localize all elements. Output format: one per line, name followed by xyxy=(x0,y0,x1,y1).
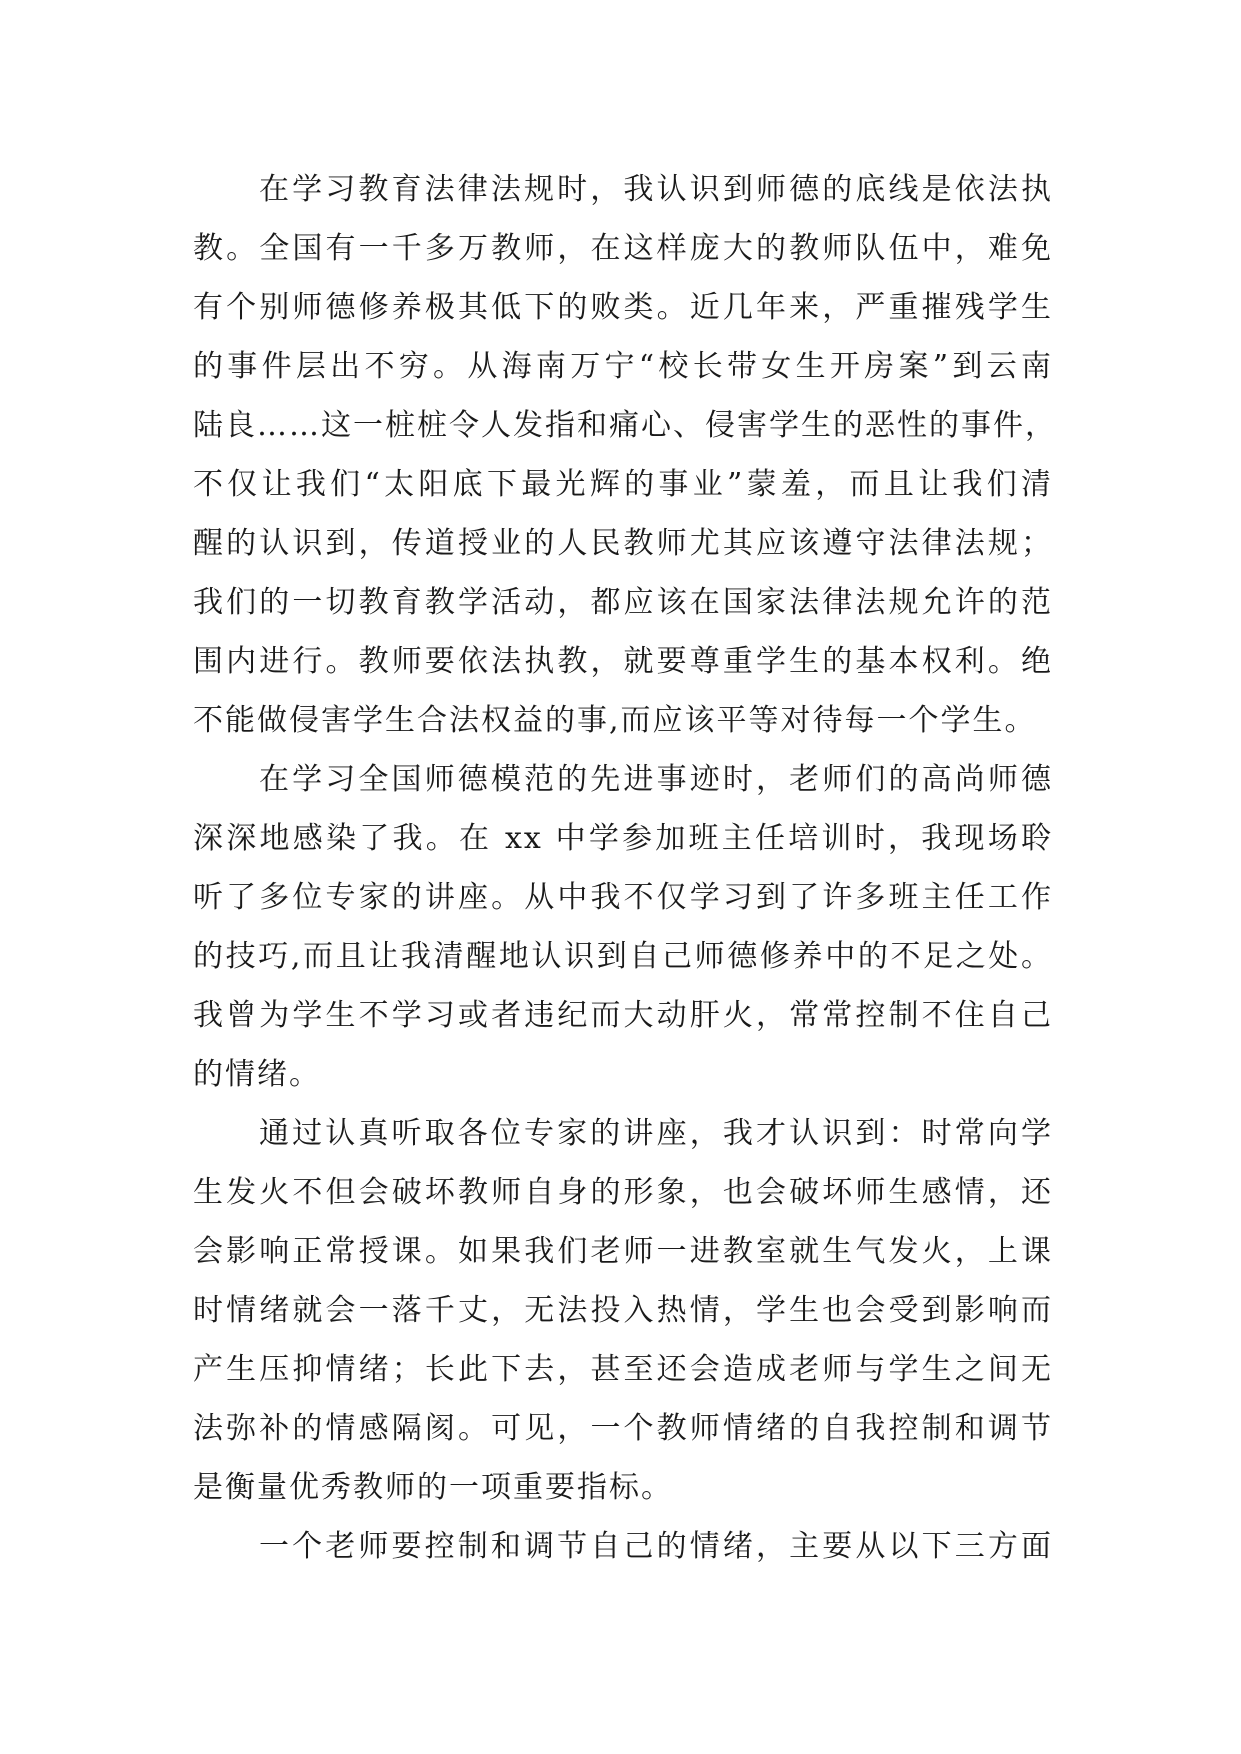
text-line: 时情绪就会一落千丈，无法投入热情，学生也会受到影响而 xyxy=(193,1293,1053,1328)
text-line: 教。全国有一千多万教师，在这样庞大的教师队伍中，难免 xyxy=(193,231,1053,266)
text-line: 在学习教育法律法规时，我认识到师德的底线是依法执 xyxy=(259,172,1053,207)
text-line: 的技巧,而且让我清醒地认识到自己师德修养中的不足之处。 xyxy=(193,939,1053,974)
text-line: 法弥补的情感隔阂。可见，一个教师情绪的自我控制和调节 xyxy=(193,1411,1053,1446)
paragraph-3 xyxy=(193,1104,1053,1517)
text-line: 我们的一切教育教学活动，都应该在国家法律法规允许的范 xyxy=(193,585,1053,620)
text-line: 一个老师要控制和调节自己的情绪，主要从以下三方面 xyxy=(259,1529,1053,1564)
text-line: 的事件层出不穷。从海南万宁“校长带女生开房案”到云南 xyxy=(193,349,1053,384)
text-line: 听了多位专家的讲座。从中我不仅学习到了许多班主任工作 xyxy=(193,880,1053,915)
text-line: 在学习全国师德模范的先进事迹时，老师们的高尚师德 xyxy=(259,762,1053,797)
text-line: 醒的认识到，传道授业的人民教师尤其应该遵守法律法规； xyxy=(193,526,1053,561)
body-text xyxy=(193,160,1057,1576)
text-line: 通过认真听取各位专家的讲座，我才认识到：时常向学 xyxy=(259,1116,1053,1151)
text-line: 是衡量优秀教师的一项重要指标。 xyxy=(193,1470,673,1505)
paragraph-1 xyxy=(193,160,1057,750)
paragraph-4 xyxy=(193,1517,1053,1576)
text-line: 不仅让我们“太阳底下最光辉的事业”蒙羞，而且让我们清 xyxy=(193,467,1053,502)
text-line: 我曾为学生不学习或者违纪而大动肝火，常常控制不住自己 xyxy=(193,998,1053,1033)
paragraph-2 xyxy=(193,750,1053,1104)
text-line: 生发火不但会破坏教师自身的形象，也会破坏师生感情，还 xyxy=(193,1175,1053,1210)
text-line: 有个别师德修养极其低下的败类。近几年来，严重摧残学生 xyxy=(193,290,1053,325)
text-line: 会影响正常授课。如果我们老师一进教室就生气发火，上课 xyxy=(193,1234,1053,1269)
text-line: 的情绪。 xyxy=(193,1057,321,1092)
text-line: 不能做侵害学生合法权益的事,而应该平等对待每一个学生。 xyxy=(193,703,1037,738)
text-line: 陆良……这一桩桩令人发指和痛心、侵害学生的恶性的事件， xyxy=(193,408,1057,443)
text-line: 围内进行。教师要依法执教，就要尊重学生的基本权利。绝 xyxy=(193,644,1053,679)
text-line: 产生压抑情绪；长此下去，甚至还会造成老师与学生之间无 xyxy=(193,1352,1053,1387)
text-line: 深深地感染了我。在 xx 中学参加班主任培训时，我现场聆 xyxy=(193,821,1053,856)
